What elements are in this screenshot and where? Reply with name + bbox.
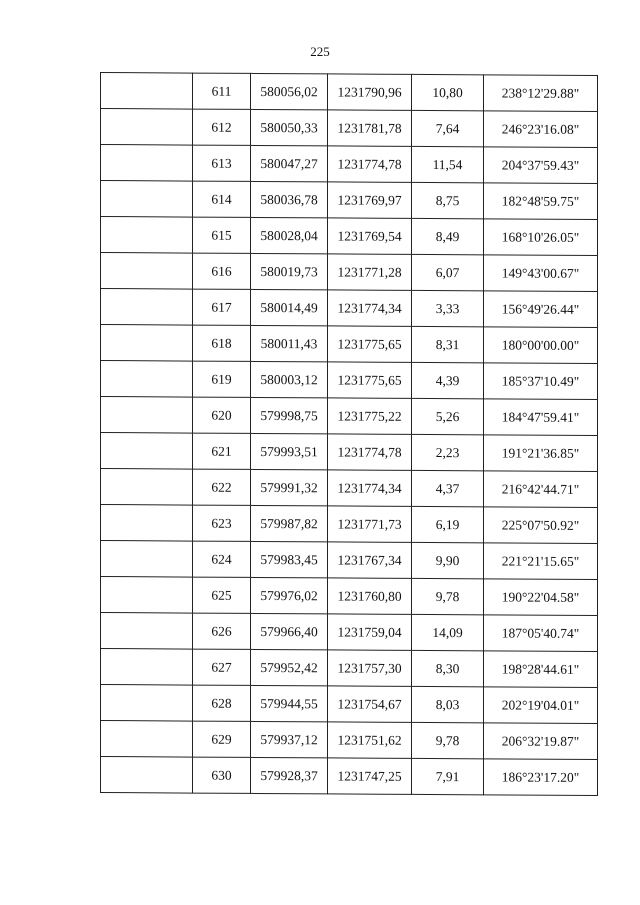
y-coordinate-cell: 1231747,25: [328, 758, 412, 795]
y-coordinate-cell: 1231790,96: [328, 74, 412, 111]
point-number-cell: 617: [193, 289, 251, 325]
angle-cell: 238°12'29.88": [484, 75, 598, 112]
x-coordinate-cell: 580003,12: [251, 361, 328, 397]
x-coordinate-cell: 580011,43: [251, 325, 328, 361]
angle-cell: 184°47'59.41": [484, 399, 598, 436]
distance-cell: 8,75: [412, 182, 484, 218]
blank-cell: [101, 289, 193, 326]
y-coordinate-cell: 1231751,62: [328, 722, 412, 759]
x-coordinate-cell: 579991,32: [251, 469, 328, 505]
distance-cell: 9,90: [412, 542, 484, 578]
table-row: [101, 685, 598, 724]
x-coordinate-cell: 580050,33: [251, 109, 328, 145]
y-coordinate-cell: 1231781,78: [328, 110, 412, 147]
table-row: [101, 181, 598, 220]
angle-cell: 202°19'04.01": [484, 687, 598, 724]
angle-cell: 191°21'36.85": [484, 435, 598, 472]
x-coordinate-cell: 579983,45: [251, 541, 328, 577]
point-number-cell: 616: [193, 253, 251, 289]
y-coordinate-cell: 1231769,97: [328, 182, 412, 219]
angle-cell: 182°48'59.75": [484, 183, 598, 220]
table-row: [101, 577, 598, 616]
table-row: [101, 757, 598, 796]
x-coordinate-cell: 579998,75: [251, 397, 328, 433]
angle-cell: 221°21'15.65": [484, 543, 598, 580]
distance-cell: 3,33: [412, 290, 484, 326]
blank-cell: [101, 541, 193, 578]
point-number-cell: 620: [193, 397, 251, 433]
angle-cell: 156°49'26.44": [484, 291, 598, 328]
angle-cell: 185°37'10.49": [484, 363, 598, 400]
y-coordinate-cell: 1231774,78: [328, 146, 412, 183]
angle-cell: 225°07'50.92": [484, 507, 598, 544]
table-row: [101, 253, 598, 292]
blank-cell: [101, 253, 193, 290]
y-coordinate-cell: 1231760,80: [328, 578, 412, 615]
table-row: [101, 505, 598, 544]
table-row: [101, 109, 598, 148]
distance-cell: 14,09: [412, 614, 484, 650]
point-number-cell: 618: [193, 325, 251, 361]
page-number: 225: [310, 44, 330, 59]
x-coordinate-cell: 579928,37: [251, 757, 328, 793]
x-coordinate-cell: 579937,12: [251, 721, 328, 757]
blank-cell: [101, 325, 193, 362]
distance-cell: 6,19: [412, 506, 484, 542]
y-coordinate-cell: 1231774,78: [328, 434, 412, 471]
blank-cell: [101, 577, 193, 614]
x-coordinate-cell: 579976,02: [251, 577, 328, 613]
y-coordinate-cell: 1231757,30: [328, 650, 412, 687]
x-coordinate-cell: 579966,40: [251, 613, 328, 649]
angle-cell: 216°42'44.71": [484, 471, 598, 508]
distance-cell: 8,49: [412, 218, 484, 254]
distance-cell: 5,26: [412, 398, 484, 434]
point-number-cell: 622: [193, 469, 251, 505]
distance-cell: 8,31: [412, 326, 484, 362]
blank-cell: [101, 721, 193, 758]
y-coordinate-cell: 1231767,34: [328, 542, 412, 579]
point-number-cell: 615: [193, 217, 251, 253]
table-row: [101, 613, 598, 652]
distance-cell: 10,80: [412, 74, 484, 110]
point-number-cell: 626: [193, 613, 251, 649]
table-row: [101, 433, 598, 472]
point-number-cell: 628: [193, 685, 251, 721]
y-coordinate-cell: 1231775,65: [328, 362, 412, 399]
blank-cell: [101, 361, 193, 398]
y-coordinate-cell: 1231775,22: [328, 398, 412, 435]
y-coordinate-cell: 1231771,73: [328, 506, 412, 543]
distance-cell: 9,78: [412, 578, 484, 614]
table-row: [101, 469, 598, 508]
angle-cell: 187°05'40.74": [484, 615, 598, 652]
distance-cell: 6,07: [412, 254, 484, 290]
distance-cell: 8,30: [412, 650, 484, 686]
point-number-cell: 612: [193, 109, 251, 145]
blank-cell: [101, 505, 193, 542]
y-coordinate-cell: 1231769,54: [328, 218, 412, 255]
distance-cell: 7,64: [412, 110, 484, 146]
point-number-cell: 621: [193, 433, 251, 469]
coordinates-table-body: [101, 73, 598, 796]
table-row: [101, 217, 598, 256]
point-number-cell: 629: [193, 721, 251, 757]
table-row: [101, 397, 598, 436]
blank-cell: [101, 757, 193, 794]
x-coordinate-cell: 580028,04: [251, 217, 328, 253]
point-number-cell: 611: [193, 73, 251, 109]
y-coordinate-cell: 1231774,34: [328, 470, 412, 507]
table-row: [101, 721, 598, 760]
x-coordinate-cell: 579987,82: [251, 505, 328, 541]
blank-cell: [101, 181, 193, 218]
distance-cell: 8,03: [412, 686, 484, 722]
coordinates-table: [100, 72, 598, 796]
blank-cell: [101, 433, 193, 470]
distance-cell: 7,91: [412, 758, 484, 794]
blank-cell: [101, 649, 193, 686]
distance-cell: 11,54: [412, 146, 484, 182]
angle-cell: 190°22'04.58": [484, 579, 598, 616]
x-coordinate-cell: 580056,02: [251, 73, 328, 109]
y-coordinate-cell: 1231771,28: [328, 254, 412, 291]
blank-cell: [101, 145, 193, 182]
blank-cell: [101, 73, 193, 110]
point-number-cell: 614: [193, 181, 251, 217]
y-coordinate-cell: 1231759,04: [328, 614, 412, 651]
distance-cell: 9,78: [412, 722, 484, 758]
table-row: [101, 325, 598, 364]
point-number-cell: 630: [193, 757, 251, 793]
table-row: [101, 145, 598, 184]
table-row: [101, 73, 598, 112]
angle-cell: 198°28'44.61": [484, 651, 598, 688]
x-coordinate-cell: 579944,55: [251, 685, 328, 721]
distance-cell: 4,37: [412, 470, 484, 506]
angle-cell: 186°23'17.20": [484, 759, 598, 796]
blank-cell: [101, 685, 193, 722]
angle-cell: 206°32'19.87": [484, 723, 598, 760]
x-coordinate-cell: 580036,78: [251, 181, 328, 217]
blank-cell: [101, 109, 193, 146]
point-number-cell: 625: [193, 577, 251, 613]
table-row: [101, 361, 598, 400]
point-number-cell: 623: [193, 505, 251, 541]
x-coordinate-cell: 580014,49: [251, 289, 328, 325]
point-number-cell: 627: [193, 649, 251, 685]
point-number-cell: 624: [193, 541, 251, 577]
x-coordinate-cell: 579993,51: [251, 433, 328, 469]
blank-cell: [101, 397, 193, 434]
distance-cell: 4,39: [412, 362, 484, 398]
table-row: [101, 541, 598, 580]
angle-cell: 168°10'26.05": [484, 219, 598, 256]
y-coordinate-cell: 1231774,34: [328, 290, 412, 327]
x-coordinate-cell: 580047,27: [251, 145, 328, 181]
angle-cell: 204°37'59.43": [484, 147, 598, 184]
blank-cell: [101, 469, 193, 506]
table-row: [101, 289, 598, 328]
x-coordinate-cell: 579952,42: [251, 649, 328, 685]
point-number-cell: 619: [193, 361, 251, 397]
point-number-cell: 613: [193, 145, 251, 181]
blank-cell: [101, 217, 193, 254]
angle-cell: 149°43'00.67": [484, 255, 598, 292]
angle-cell: 246°23'16.08": [484, 111, 598, 148]
blank-cell: [101, 613, 193, 650]
angle-cell: 180°00'00.00": [484, 327, 598, 364]
distance-cell: 2,23: [412, 434, 484, 470]
y-coordinate-cell: 1231775,65: [328, 326, 412, 363]
x-coordinate-cell: 580019,73: [251, 253, 328, 289]
y-coordinate-cell: 1231754,67: [328, 686, 412, 723]
table-row: [101, 649, 598, 688]
